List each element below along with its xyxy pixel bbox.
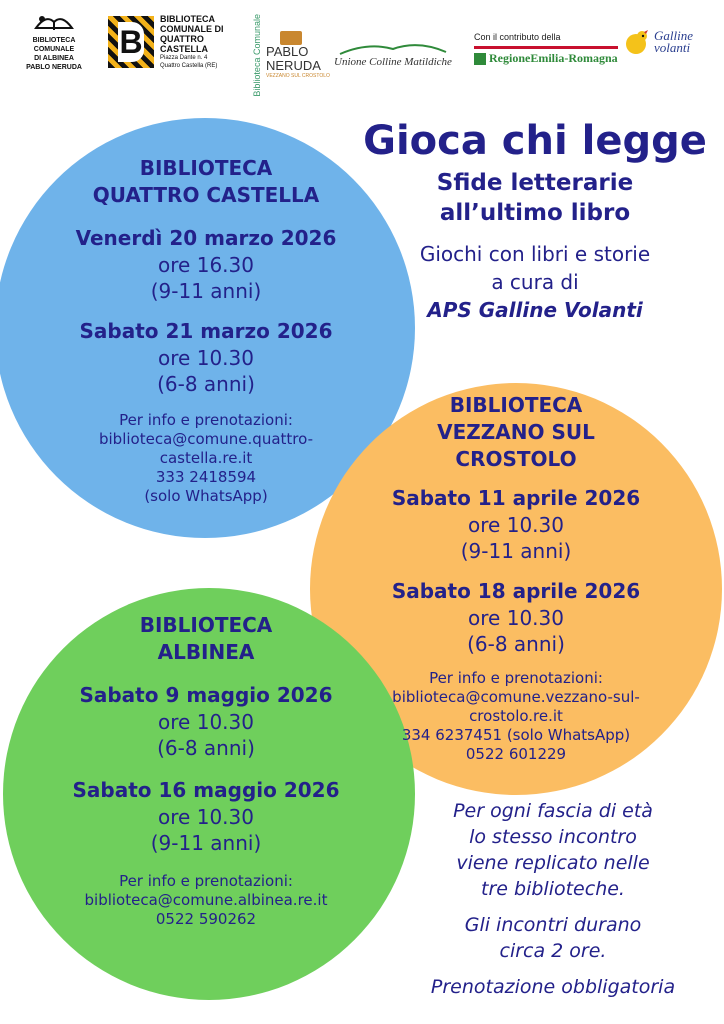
event-time: ore 10.30 — [158, 346, 254, 370]
vezzano-section — [340, 392, 692, 764]
event — [340, 578, 692, 657]
logo-unione-colline-matildiche — [334, 40, 452, 68]
event-time: ore 10.30 — [158, 805, 254, 829]
info-label: Per info e prenotazioni: — [429, 669, 603, 687]
intro-text: Giochi con libri e storie — [419, 242, 651, 266]
event-age: (9-11 anni) — [150, 279, 262, 303]
email-link[interactable]: biblioteca@comune.quattro- — [98, 430, 313, 448]
contact-info — [340, 669, 692, 764]
logo-line: volanti — [654, 40, 691, 55]
library-title: BIBLIOTECA — [139, 613, 273, 637]
event-date: Sabato 21 marzo 2026 — [79, 319, 333, 343]
logo-biblioteca-quattro-castella — [108, 14, 224, 70]
logo-line: QUATTRO — [160, 34, 204, 44]
header-block — [352, 118, 718, 324]
logo-line: Galline — [654, 28, 693, 43]
event-time: ore 10.30 — [468, 606, 564, 630]
library-title: BIBLIOTECA — [449, 393, 583, 417]
event-date: Sabato 9 maggio 2026 — [79, 683, 333, 707]
note-line: viene replicato nelle — [456, 852, 650, 874]
logo-line: Biblioteca — [252, 57, 262, 97]
hills-icon — [338, 40, 448, 56]
event — [30, 318, 382, 397]
logo-caption: Con il contributo della — [474, 32, 561, 42]
event — [30, 682, 382, 761]
event-age: (6-8 anni) — [157, 736, 255, 760]
page-subtitle: Sfide letterarie — [436, 170, 634, 196]
intro-text: a cura di — [491, 270, 579, 294]
info-label: Per info e prenotazioni: — [119, 872, 293, 890]
quattro-castella-section — [30, 155, 382, 506]
event-age: (6-8 anni) — [467, 632, 565, 656]
email-link[interactable]: crostolo.re.it — [469, 707, 563, 725]
logo-line: VEZZANO SUL CROSTOLO — [266, 73, 330, 80]
hen-icon — [622, 26, 654, 58]
page-subtitle: all’ultimo libro — [439, 200, 631, 226]
logo-b-mark: B — [108, 16, 154, 68]
event-time: ore 10.30 — [468, 513, 564, 537]
event-time: ore 10.30 — [158, 710, 254, 734]
logo-galline-volanti — [622, 26, 693, 58]
logo-biblioteca-albinea — [14, 10, 94, 72]
library-title: CROSTOLO — [455, 447, 577, 471]
event — [30, 777, 382, 856]
logo-line: DI ALBINEA — [34, 55, 74, 62]
logo-address: Quattro Castella (RE) — [160, 63, 218, 69]
phone-number: 0522 601229 — [465, 745, 567, 763]
page-title: Gioca chi legge — [363, 118, 707, 164]
logo-line: PABLO — [266, 44, 309, 60]
note-line: lo stesso incontro — [469, 826, 637, 848]
event-age: (9-11 anni) — [460, 539, 572, 563]
logo-line: CASTELLA — [160, 44, 208, 54]
logo-line: COMUNALE DI — [160, 24, 224, 34]
note-line: Prenotazione obbligatoria — [430, 976, 676, 998]
logo-line: PABLO NERUDA — [26, 64, 82, 71]
book-stack-icon — [280, 31, 302, 45]
info-label: Per info e prenotazioni: — [119, 411, 293, 429]
logo-biblioteca-vezzano — [252, 14, 330, 97]
albinea-section — [30, 612, 382, 929]
event-time: ore 16.30 — [158, 253, 254, 277]
logo-line: BIBLIOTECA COMUNALE — [32, 37, 76, 53]
note-line: circa 2 ore. — [499, 940, 607, 962]
event-date: Venerdì 20 marzo 2026 — [75, 226, 337, 250]
event — [30, 225, 382, 304]
logo-line: NERUDA — [266, 58, 321, 74]
book-icon — [32, 10, 76, 36]
logo-line: RegioneEmilia-Romagna — [489, 51, 618, 65]
library-title: ALBINEA — [157, 640, 255, 664]
phone-number: 334 6237451 (solo WhatsApp) — [401, 726, 631, 744]
note-line: Per ogni fascia di età — [453, 800, 653, 822]
note-line: Gli incontri durano — [464, 914, 642, 936]
notes-block — [392, 798, 714, 1000]
phone-note: (solo WhatsApp) — [144, 487, 268, 505]
logo-regione-emilia-romagna — [474, 32, 618, 66]
event-date: Sabato 18 aprile 2026 — [391, 579, 641, 603]
logo-line: Comunale — [252, 14, 262, 56]
event-date: Sabato 16 maggio 2026 — [72, 778, 340, 802]
library-title: BIBLIOTECA — [139, 156, 273, 180]
email-link[interactable]: biblioteca@comune.vezzano-sul- — [392, 688, 640, 706]
note-line: tre biblioteche. — [481, 878, 625, 900]
phone-number: 333 2418594 — [155, 468, 257, 486]
logo-line: BIBLIOTECA — [160, 14, 215, 24]
contact-info — [30, 411, 382, 506]
contact-info — [30, 872, 382, 929]
event-date: Sabato 11 aprile 2026 — [391, 486, 641, 510]
event-age: (9-11 anni) — [150, 831, 262, 855]
event-age: (6-8 anni) — [157, 372, 255, 396]
regione-mark-icon — [474, 53, 486, 65]
event — [340, 485, 692, 564]
phone-number: 0522 590262 — [155, 910, 257, 928]
email-link[interactable]: biblioteca@comune.albinea.re.it — [84, 891, 328, 909]
library-title: QUATTRO CASTELLA — [92, 183, 320, 207]
logo-line: Unione Colline Matildiche — [334, 56, 452, 68]
organizer-name: APS Galline Volanti — [427, 298, 643, 322]
library-title: VEZZANO SUL — [437, 420, 595, 444]
logo-address: Piazza Dante n. 4 — [160, 55, 208, 61]
email-link[interactable]: castella.re.it — [159, 449, 253, 467]
